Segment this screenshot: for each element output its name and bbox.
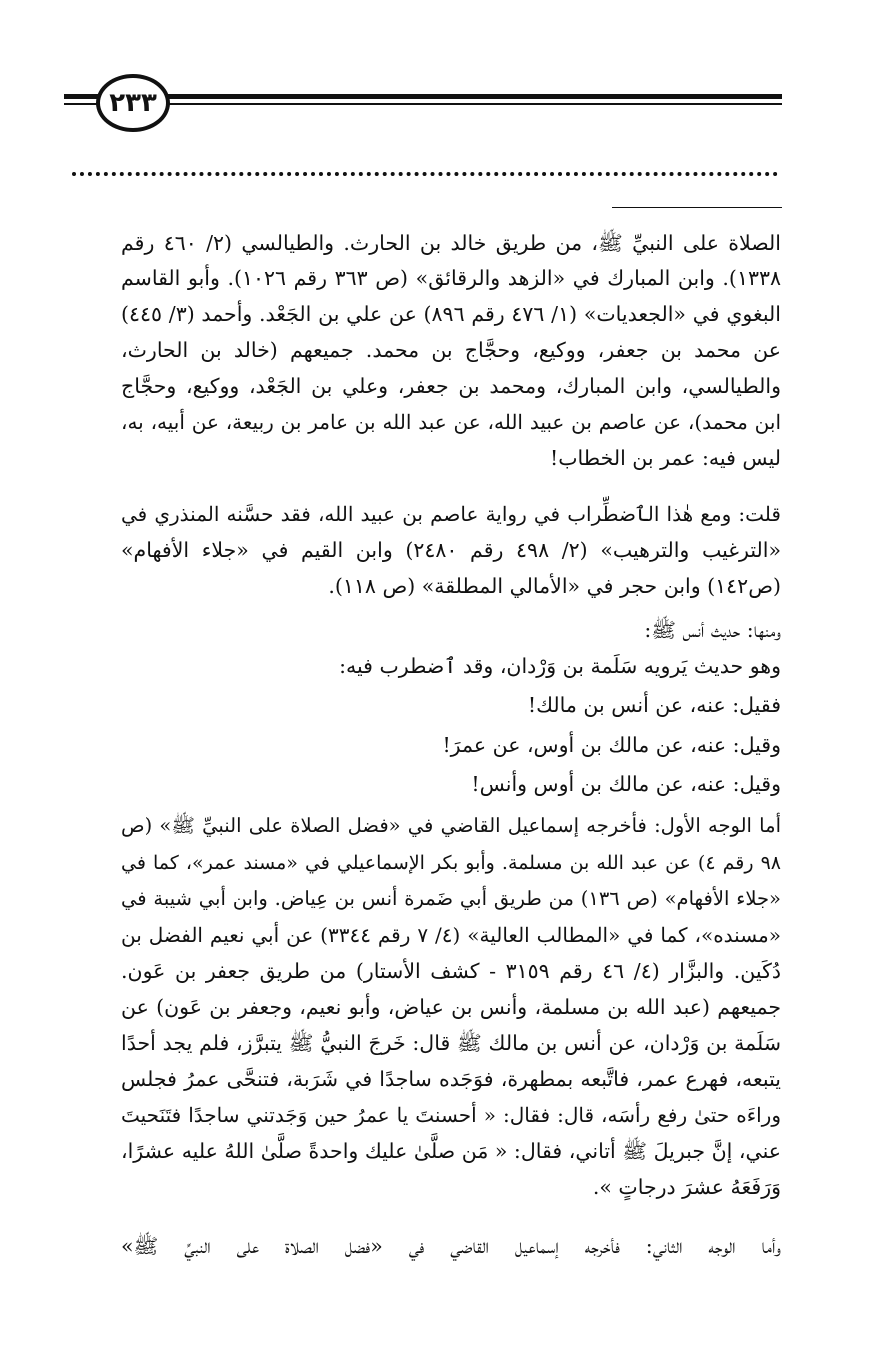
text-line: «جلاء الأفهام» (ص ١٣٦) من طريق أبي ضَمرة أنس بن عِياض. وابن أبي شيبة في [121, 887, 781, 910]
page-number: ٢٣٣ [96, 74, 170, 132]
text-line: وقيل: عنه، عن مالك بن أوس وأنس! [471, 772, 781, 796]
text-line: عني، إنَّ جبريلَ ﷺ أتاني، فقال: « مَن صلَّىٰ عليك واحدةً صلَّىٰ اللهُ عليه عشرًا، [121, 1139, 781, 1163]
text-line: وأما الوجه الثاني: فأخرجه إسماعيل القاضي في «فضل الصلاة على النبيِّ ﷺ» [121, 1234, 781, 1258]
header-rule-thin [64, 103, 782, 105]
text-line: «الترغيب والترهيب» (٢/ ٤٩٨ رقم ٢٤٨٠) وابن القيم في «جلاء الأفهام» [121, 538, 781, 562]
text-line: عن محمد بن جعفر، ووكيع، وحجَّاج بن محمد. جميعهم (خالد بن الحارث، [121, 338, 781, 362]
footnote-rule [612, 207, 782, 208]
text-line: ابن محمد)، عن عاصم بن عبيد الله، عن عبد الله بن عامر بن ربيعة، عن أبيه، به، [121, 410, 781, 434]
text-line: (ص١٤٢) وابن حجر في «الأمالي المطلقة» (ص ١١٨). [328, 574, 781, 598]
text-line: ٩٨ رقم ٤) عن عبد الله بن مسلمة. وأبو بكر الإسماعيلي في «مسند عمر»، كما في [121, 852, 782, 874]
text-line: ١٣٣٨). وابن المبارك في «الزهد والرقائق» (ص ٣٦٣ رقم ١٠٢٦). وأبو القاسم [121, 266, 781, 290]
text-line: سَلَمة بن وَرْدان، عن أنس بن مالك ﷺ قال: خَرجَ النبيُّ ﷺ يتبرَّز، فلم يجد أحدًا [121, 1031, 781, 1055]
text-line: يتبعه، فهرع عمر، فاتَّبعه بمطهرة، فوَجَده ساجدًا في شَرَبة، فتنحَّى عمرُ فجلس [121, 1067, 781, 1091]
dotted-separator [72, 172, 778, 176]
text-line: جميعهم (عبد الله بن مسلمة، وأنس بن عياض، وأبو نعيم، وجعفر بن عَون) عن [121, 995, 781, 1019]
text-line: قلت: ومع هٰذا الٱضطِّراب في رواية عاصم بن عبيد الله، فقد حسَّنه المنذري في [121, 502, 781, 526]
text-line: الصلاة على النبيِّ ﷺ، من طريق خالد بن الحارث. والطيالسي (٢/ ٤٦٠ رقم [121, 231, 781, 255]
text-line: فقيل: عنه، عن أنس بن مالك! [527, 693, 781, 717]
text-line: «مسنده»، كما في «المطالب العالية» (٤/ ٧ رقم ٣٣٤٤) عن أبي نعيم الفضل بن [121, 923, 782, 947]
header-rule-thick [64, 94, 782, 99]
text-line: وهو حديث يَرويه سَلَمة بن وَرْدان، وقد ٱضطرب فيه: [339, 654, 781, 678]
text-line: ليس فيه: عمر بن الخطاب! [550, 446, 781, 470]
text-line: وَرَفَعَهُ عشرَ درجاتٍ ». [592, 1175, 781, 1199]
text-line: وقيل: عنه، عن مالك بن أوس، عن عمرَ! [442, 733, 781, 757]
text-line: والطيالسي، وابن المبارك، ومحمد بن جعفر، وعلي بن الجَعْد، ووكيع، وحجَّاج [121, 374, 781, 398]
text-line: البغوي في «الجعديات» (١/ ٤٧٦ رقم ٨٩٦) عن علي بن الجَعْد. وأحمد (٣/ ٤٤٥) [121, 302, 781, 326]
text-line: دُكَين. والبزَّار (٤/ ٤٦ رقم ٣١٥٩ - كشف الأستار) من طريق جعفر بن عَون. [121, 959, 781, 983]
text-line: ومنها: حديث أنس ﷺ: [644, 618, 781, 642]
text-line: وراءَه حتىٰ رفع رأسَه، قال: فقال: « أحسنتَ يا عمرُ حين وَجَدتني ساجدًا فتَنَحيتَ [121, 1103, 781, 1127]
text-line: أما الوجه الأول: فأخرجه إسماعيل القاضي في «فضل الصلاة على النبيِّ ﷺ» (ص [121, 814, 781, 837]
